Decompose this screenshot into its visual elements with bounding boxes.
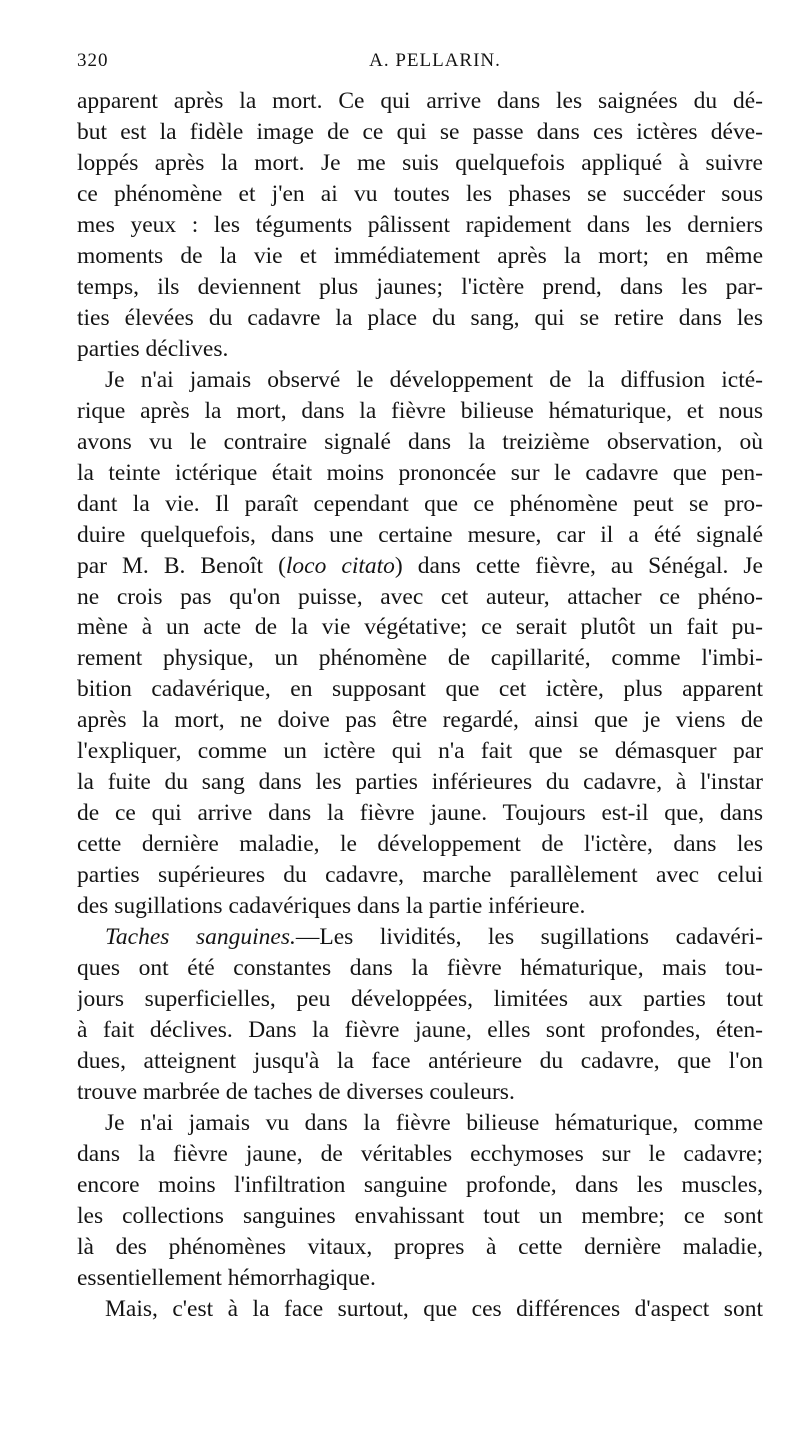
text-line: rement physique, un phénomène de capillarité, comme l'imbi- — [77, 645, 763, 672]
text-line: des sugillations cadavériques dans la partie inférieure. — [77, 893, 586, 920]
text-line: dans la fièvre jaune, de véritables ecchymoses sur le cadavre; — [77, 1140, 763, 1167]
text-line: temps, ils deviennent plus jaunes; l'ictère prend, dans les par- — [77, 273, 763, 300]
text-line: Je n'ai jamais observé le développement de la diffusion icté- — [105, 366, 763, 393]
text-line: ne crois pas qu'on puisse, avec cet auteur, attacher ce phéno- — [77, 583, 763, 610]
text-line: bition cadavérique, en supposant que cet ictère, plus apparent — [77, 676, 763, 703]
text-line: rique après la mort, dans la fièvre bilieuse hématurique, et nous — [77, 397, 763, 424]
text-line: mène à un acte de la vie végétative; ce serait plutôt un fait pu- — [77, 614, 763, 641]
text-line — [77, 551, 763, 582]
page-header — [77, 46, 763, 80]
text-line: loppés après la mort. Je me suis quelquefois appliqué à suivre — [77, 149, 763, 176]
italic-citation: loco citato — [285, 552, 395, 579]
text-line: parties supérieures du cadavre, marche parallèlement avec celui — [77, 862, 763, 889]
text-line: Mais, c'est à la face surtout, que ces différences d'aspect sont — [105, 1295, 763, 1322]
text-line: but est la fidèle image de ce qui se passe dans ces ictères déve- — [77, 118, 763, 145]
text-line: mes yeux : les téguments pâlissent rapidement dans les derniers — [77, 211, 763, 238]
text-line: à fait déclives. Dans la fièvre jaune, elles sont profondes, éten- — [77, 1017, 763, 1044]
text-line: là des phénomènes vitaux, propres à cette dernière maladie, — [77, 1233, 763, 1260]
page-number: 320 — [77, 50, 109, 71]
text-line: encore moins l'infiltration sanguine profonde, dans les muscles, — [77, 1171, 763, 1198]
text-line: duire quelquefois, dans une certaine mesure, car il a été signalé — [77, 521, 763, 548]
text-segment: —Les lividités, les sugillations cadavéri- — [295, 924, 763, 951]
text-line: la teinte ictérique était moins prononcée sur le cadavre que pen- — [77, 459, 763, 486]
text-line: ce phénomène et j'en ai vu toutes les phases se succéder sous — [77, 180, 763, 207]
text-line: dant la vie. Il paraît cependant que ce phénomène peut se pro- — [77, 490, 763, 517]
text-line: dues, atteignent jusqu'à la face antérieure du cadavre, que l'on — [77, 1048, 763, 1075]
text-segment: ) dans cette fièvre, au Sénégal. Je — [394, 552, 763, 579]
text-line: ques ont été constantes dans la fièvre hématurique, mais tou- — [77, 955, 763, 982]
text-line — [77, 922, 763, 953]
body-text — [77, 86, 763, 1325]
text-line: les collections sanguines envahissant tout un membre; ce sont — [77, 1202, 763, 1229]
text-line: l'expliquer, comme un ictère qui n'a fait que se démasquer par — [77, 738, 763, 765]
text-line: de ce qui arrive dans la fièvre jaune. Toujours est-il que, dans — [77, 800, 763, 827]
text-line: jours superficielles, peu développées, limitées aux parties tout — [77, 986, 763, 1013]
text-line: parties déclives. — [77, 335, 229, 362]
running-head: A. PELLARIN. — [369, 50, 501, 71]
text-line: après la mort, ne doive pas être regardé, ainsi que je viens de — [77, 707, 763, 734]
italic-section-title: Taches sanguines. — [105, 924, 296, 951]
text-line: avons vu le contraire signalé dans la treizième observation, où — [77, 428, 763, 455]
text-line: ties élevées du cadavre la place du sang, qui se retire dans les — [77, 304, 763, 331]
text-line: apparent après la mort. Ce qui arrive dans les saignées du dé- — [77, 88, 763, 114]
text-line: essentiellement hémorrhagique. — [77, 1264, 376, 1291]
text-line: moments de la vie et immédiatement après la mort; en même — [77, 242, 763, 269]
text-line: Je n'ai jamais vu dans la fièvre bilieuse hématurique, comme — [105, 1109, 763, 1136]
text-line: trouve marbrée de taches de diverses couleurs. — [77, 1079, 515, 1105]
text-segment: par M. B. Benoît ( — [77, 552, 286, 579]
text-line: la fuite du sang dans les parties inférieures du cadavre, à l'instar — [77, 769, 763, 796]
text-line: cette dernière maladie, le développement de l'ictère, dans les — [77, 831, 763, 858]
